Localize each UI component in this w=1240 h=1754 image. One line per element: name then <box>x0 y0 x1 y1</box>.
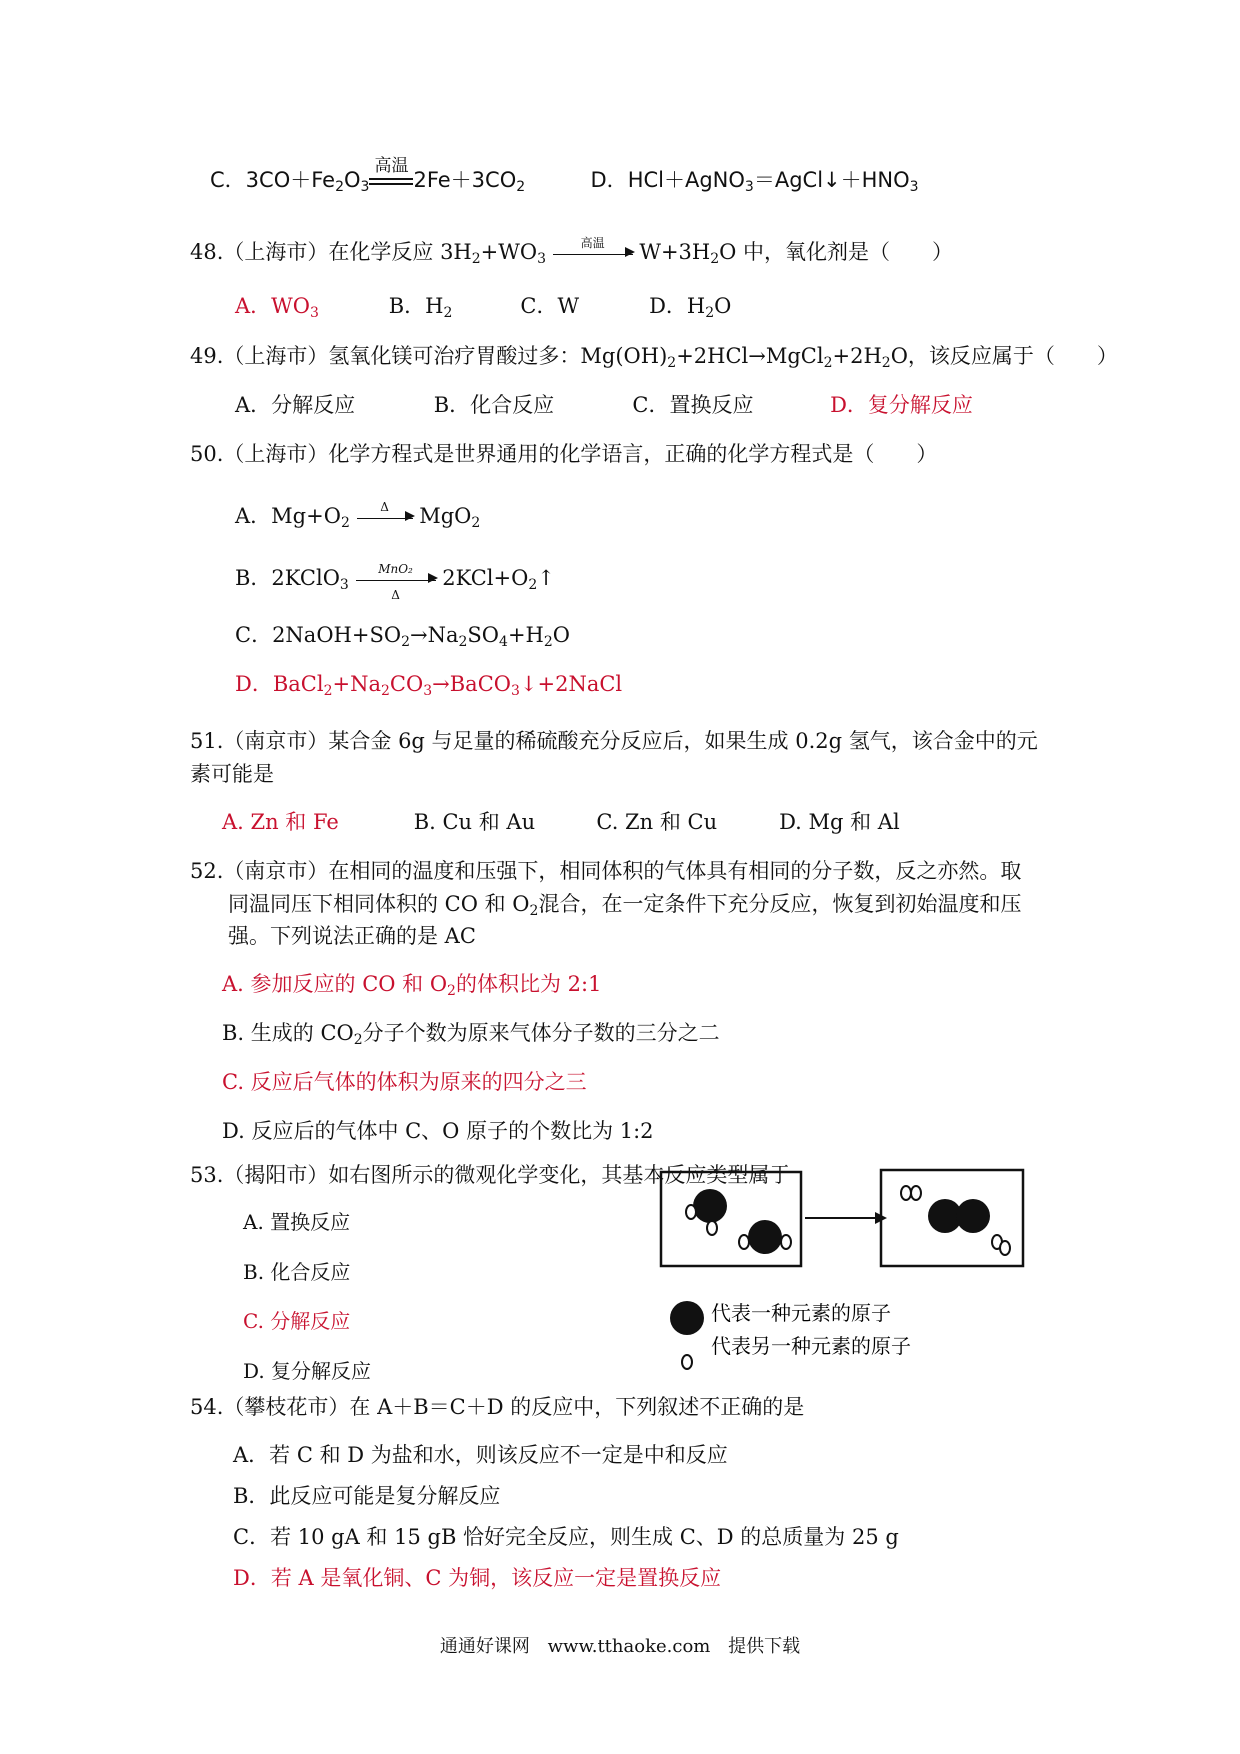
q51-stem-line1: 51.（南京市）某合金 6g 与足量的稀硫酸充分反应后，如果生成 0.2g 氢气，该合金中的元 <box>190 729 1038 753</box>
small-atom-legend-icon <box>682 1355 692 1369</box>
footer-site-name: 通通好课网 <box>439 1636 530 1657</box>
q50-option-d: D．$BaCl_2+Na_2CO_3\to BaCO_3↓+2NaCl$ <box>235 672 623 699</box>
q51-option-b: B. Cu 和 Au <box>413 810 536 834</box>
q53-option-c: C. 分解反应 <box>243 1309 351 1333</box>
q50-option-b: B．2KClO$_3$ MnO₂ Δ $2KCl+O_2↑$ <box>235 561 555 602</box>
q48-stem: 48.（上海市）在化学反应 $3H_2+WO_3$ 高温 $W+3H_2O$ 中，氧化剂是（ ） <box>190 235 954 267</box>
q53-option-d: D. 复分解反应 <box>243 1359 372 1383</box>
q50-option-c: C．$2NaOH+SO_2\to Na_2SO_4+H_2O$ <box>235 623 570 650</box>
q47-option-line <box>210 156 919 195</box>
molecule-big-big <box>928 1199 990 1233</box>
q51-option-d: D. Mg 和 Al <box>779 810 900 834</box>
page-footer <box>0 1632 1240 1658</box>
q51-options <box>222 808 900 836</box>
q54-option-d: D．若 A 是氧化铜、C 为铜，该反应一定是置换反应 <box>233 1566 722 1590</box>
q53-option-a: A. 置换反应 <box>243 1210 351 1234</box>
footer-url[interactable]: www.tthaoke.com <box>547 1636 711 1657</box>
q50-stem: 50.（上海市）化学方程式是世界通用的化学语言，正确的化学方程式是（ ） <box>190 442 938 466</box>
molecule-small-big-small <box>739 1220 791 1254</box>
micro-reaction-diagram <box>655 1150 1035 1380</box>
reaction-arrow-icon: Δ <box>357 516 413 520</box>
legend <box>670 1301 911 1369</box>
big-atom-legend-icon <box>670 1301 704 1335</box>
q48-option-c: C．W <box>520 294 580 318</box>
legend-small-atom-label: 代表另一种元素的原子 <box>711 1334 911 1358</box>
q48-option-d: D．$H_2O$ <box>649 294 732 321</box>
molecule-small-small <box>901 1186 921 1200</box>
q54-option-a: A．若 C 和 D 为盐和水，则该反应不一定是中和反应 <box>233 1443 728 1467</box>
q50-option-a: A．$Mg+O_2$ Δ MgO$_2$ <box>235 499 481 531</box>
q52-stem-line1: 52.（南京市）在相同的温度和压强下，相同体积的气体具有相同的分子数，反之亦然。取 <box>190 859 1022 883</box>
q54-stem: 54.（攀枝花市）在 A＋B＝C＋D 的反应中，下列叙述不正确的是 <box>190 1395 805 1419</box>
reaction-arrow-icon: MnO₂ Δ <box>356 578 436 582</box>
q52-option-b: B. 生成的 $CO_2$分子个数为原来气体分子数的三分之二 <box>222 1021 720 1048</box>
q49-option-b: B．化合反应 <box>433 393 555 417</box>
q49-stem: 49.（上海市）氢氧化镁可治疗胃酸过多：$Mg(OH)_2+2HCl\to MgCl_2+2H_2O$，该反应属于（ ） <box>190 344 1118 371</box>
molecule-small-small-2 <box>992 1235 1010 1255</box>
q52-option-d: D. 反应后的气体中 C、O 原子的个数比为 1:2 <box>222 1119 654 1143</box>
reaction-arrow-icon: 高温 <box>553 252 633 256</box>
q48-option-b: B．$H_2$ <box>388 294 453 321</box>
product-box <box>881 1170 1023 1266</box>
q53-option-b: B. 化合反应 <box>243 1260 351 1284</box>
q51-option-c: C. Zn 和 Cu <box>596 810 718 834</box>
q51-option-a: A. Zn 和 Fe <box>222 810 339 834</box>
q52-option-a: A. 参加反应的 CO 和 $O_2$的体积比为 2:1 <box>222 972 602 999</box>
q49-option-d: D．复分解反应 <box>830 393 973 417</box>
footer-suffix: 提供下载 <box>728 1636 801 1657</box>
q48-options <box>235 292 731 320</box>
equals-sign-with-condition: 高温 <box>369 174 413 188</box>
q52-option-c: C. 反应后气体的体积为原来的四分之三 <box>222 1070 587 1094</box>
q48-option-a: A．$WO_3$ <box>235 294 319 321</box>
legend-big-atom-label: 代表一种元素的原子 <box>711 1301 891 1325</box>
q51-stem-line2: 素可能是 <box>190 762 274 786</box>
reactant-box <box>661 1172 801 1266</box>
q52-stem-line2: 同温同压下相同体积的 CO 和 $O_2$混合，在一定条件下充分反应，恢复到初始温度和压 <box>228 892 1022 919</box>
q49-options <box>235 391 973 419</box>
q49-option-a: A．分解反应 <box>235 393 356 417</box>
q49-option-c: C．置换反应 <box>632 393 754 417</box>
q54-option-b: B．此反应可能是复分解反应 <box>233 1484 501 1508</box>
reaction-arrow-icon <box>805 1212 887 1224</box>
q53-stem: 53.（揭阳市）如右图所示的微观化学变化，其基本反应类型属于 <box>190 1163 791 1187</box>
molecule-big-small-small <box>686 1189 727 1235</box>
q47-option-c: C．$3CO+Fe_2O_3$ 高温 $2Fe+3CO_2$ <box>210 156 526 195</box>
q54-option-c: C．若 10 gA 和 15 gB 恰好完全反应，则生成 C、D 的总质量为 25 g <box>233 1525 899 1549</box>
q52-stem-line3: 强。下列说法正确的是 AC <box>228 924 476 948</box>
q47-option-d: D．$HCl+AgNO_3=AgCl↓+HNO_3$ <box>590 168 919 195</box>
